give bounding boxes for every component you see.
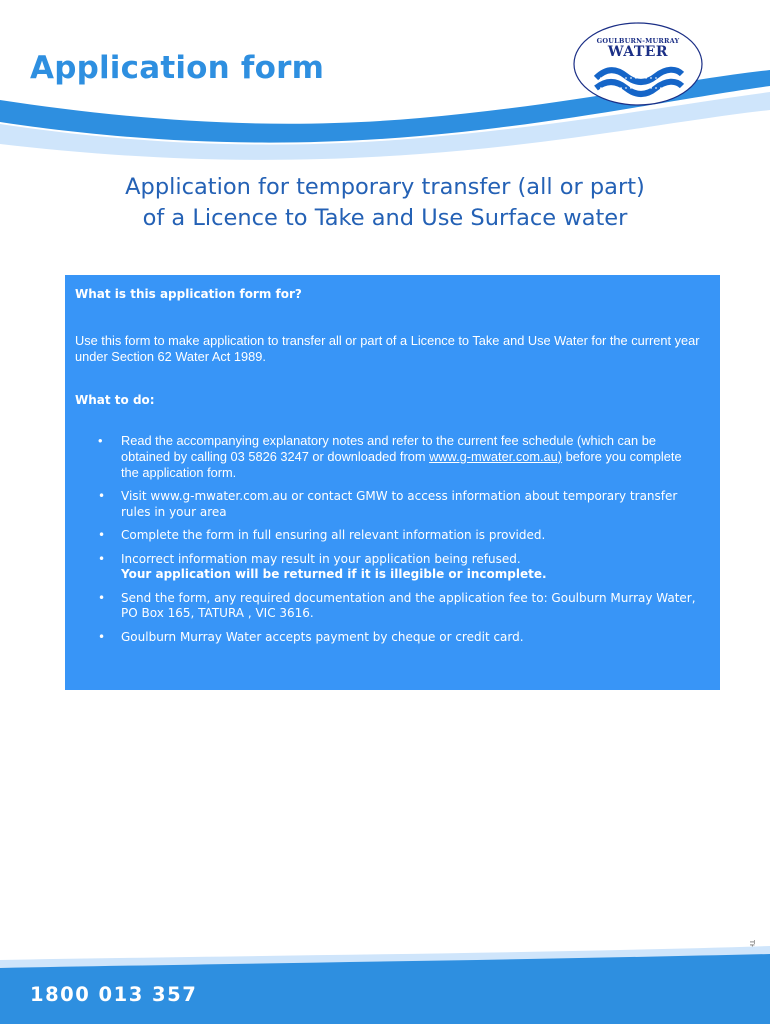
list-item xyxy=(65,630,720,646)
list-item xyxy=(65,591,720,622)
document-title-line-1: Application for temporary transfer (all or part) xyxy=(125,174,645,200)
list-item xyxy=(65,552,720,583)
list-item xyxy=(65,433,720,481)
bullet-icon: • xyxy=(98,590,106,605)
purpose-text: Use this form to make application to transfer all or part of a Licence to Take and Use Water for the current year under Section 62 Water Act 1989. xyxy=(75,333,700,364)
bullet-icon: • xyxy=(98,489,106,503)
step-text: Incorrect information may result in your application being refused. xyxy=(121,551,521,566)
bullet-icon: • xyxy=(98,528,106,542)
form-heading: Application form xyxy=(30,50,325,86)
step-text: Visit www.g-mwater.com.au or contact GMW to access information about temporary transfer rules in your area xyxy=(121,489,678,519)
step-text-end: before you complete the application form. xyxy=(121,449,682,480)
instructions-list xyxy=(65,433,720,653)
document-title xyxy=(0,172,770,234)
step-text: Complete the form in full ensuring all relevant information is provided. xyxy=(121,528,546,542)
website-link[interactable]: www.g-mwater.com.au) xyxy=(429,449,563,464)
footer-wave-band xyxy=(0,940,770,1024)
bullet-icon: • xyxy=(98,629,106,644)
gmw-logo xyxy=(570,20,706,108)
logo-wordmark: WATER xyxy=(607,44,669,60)
logo-top-text: GOULBURN-MURRAY xyxy=(596,37,680,45)
list-item xyxy=(65,528,720,544)
phone-number: 1800 013 357 xyxy=(30,983,198,1006)
warning-text: Your application will be returned if it is illegible or incomplete. xyxy=(121,567,547,581)
bullet-icon: • xyxy=(98,551,106,566)
wave-logo-icon xyxy=(570,20,706,108)
list-item xyxy=(65,489,720,520)
step-text: Send the form, any required documentation and the application fee to: Goulburn Murray Water, PO Box 165, TATURA , VIC 3616. xyxy=(121,590,696,620)
bullet-icon: • xyxy=(98,433,103,448)
instructions-box xyxy=(65,275,720,690)
step-text: Read the accompanying explanatory notes and refer to the current fee schedule (which can be obtained by calling 03 5826 3247 or downloaded from xyxy=(121,433,656,464)
document-title-line-2: of a Licence to Take and Use Surface water xyxy=(142,205,628,231)
purpose-heading: What is this application form for? xyxy=(75,287,302,301)
what-to-do-heading: What to do: xyxy=(75,393,155,407)
step-text: Goulburn Murray Water accepts payment by cheque or credit card. xyxy=(121,629,524,644)
